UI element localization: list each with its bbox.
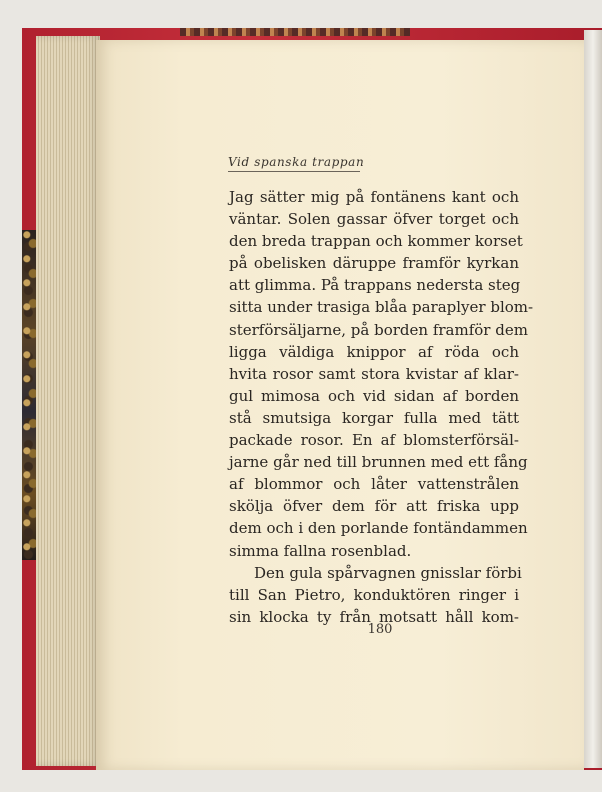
page-number: 180 <box>367 622 393 637</box>
facing-page-edge <box>584 30 602 768</box>
text-line: stå smutsiga korgar fulla med tätt <box>229 408 519 427</box>
text-line: skölja öfver dem för att friska upp <box>229 497 519 516</box>
text-line: jarne går ned till brunnen med ett fång <box>229 453 528 472</box>
text-line: att glimma. På trappans nedersta steg <box>229 276 521 295</box>
text-line: sterförsäljarne, på borden framför dem <box>229 320 528 339</box>
text-line: hvita rosor samt stora kvistar af klar- <box>229 364 519 383</box>
cover-pattern-strip <box>180 28 410 36</box>
text-line: packade rosor. En af blomsterförsäl- <box>229 431 519 450</box>
body-text <box>229 186 534 628</box>
text-line: gul mimosa och vid sidan af borden <box>229 386 519 405</box>
page-edges-stack <box>36 36 100 766</box>
text-line: den breda trappan och kommer korset <box>229 232 523 251</box>
text-line: simma fallna rosenblad. <box>229 541 412 560</box>
text-line: sin klocka ty från motsatt håll kom- <box>229 607 519 626</box>
text-line: ligga väldiga knippor af röda och <box>229 342 519 361</box>
text-line: Jag sätter mig på fontänens kant och <box>229 188 519 206</box>
running-head: Vid spanska trappan <box>228 155 360 172</box>
text-line: Den gula spårvagnen gnisslar förbi <box>254 563 522 582</box>
text-line: till San Pietro, konduktören ringer i <box>229 585 519 604</box>
text-line: sitta under trasiga blåa paraplyer blom- <box>229 298 534 317</box>
text-line: dem och i den porlande fontändammen <box>229 519 528 538</box>
text-line: väntar. Solen gassar öfver torget och <box>229 210 519 229</box>
text-line: af blommor och låter vattenstrålen <box>229 475 519 494</box>
text-line: på obelisken däruppe framför kyrkan <box>229 254 519 273</box>
